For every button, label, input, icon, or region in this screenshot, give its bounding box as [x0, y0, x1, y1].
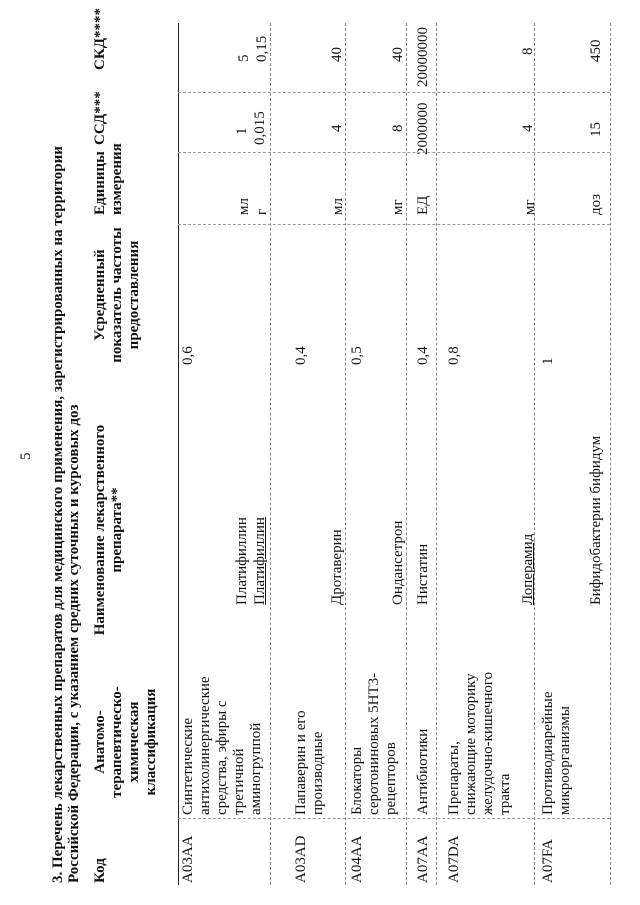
row-code-a07aa: A07AA [415, 835, 431, 883]
row-unit-a07fa: доз [588, 193, 604, 215]
row-class-a07da: Препараты, снижающие моторику желудочно-кишечного тракта [446, 671, 513, 815]
row-drug-a03aa-2: Платифиллин [252, 517, 268, 605]
header-ssd: ССД*** [92, 91, 108, 145]
row-unit-a03aa-2: г [254, 208, 270, 215]
row-skd-a04aa: 40 [390, 47, 406, 62]
row-class-a03aa: Синтетические антихолинергические средства, эфиры с третичной аминогруппой [180, 676, 264, 815]
row-code-a03ad: A03AD [293, 835, 309, 883]
row-class-a04aa: Блокаторы серотониновых 5HT3-рецепторов [349, 672, 399, 815]
section-title-line2: Российской Федерации, с указанием средних суточных и курсовых доз [66, 404, 82, 883]
row-drug-a03ad: Дротаверин [329, 529, 345, 605]
row-unit-a07aa: ЕД [415, 195, 431, 215]
row-ssd-a07aa: 2000000 [415, 102, 431, 155]
row-code-a04aa: A04AA [349, 835, 365, 883]
row-drug-a03aa-1: Платифиллин [234, 517, 250, 605]
header-code: Код [92, 858, 108, 883]
header-skd: СКД**** [92, 7, 108, 70]
header-atc-class: Анатомо-терапевтическо-химическая классификация [92, 686, 159, 798]
row-code-a03aa: A03AA [180, 835, 196, 883]
header-units: Единицы измерения [92, 143, 125, 215]
column-guide [178, 224, 610, 225]
row-drug-a04aa: Ондансетрон [390, 520, 406, 605]
row-drug-a07aa: Нистатин [415, 543, 431, 605]
row-ssd-a07da: 4 [520, 124, 536, 132]
section-title: 3. Перечень лекарственных препаратов для медицинского применения, зарегистрированных на территории [50, 146, 66, 883]
row-freq-a07da: 0,8 [446, 346, 462, 365]
row-ssd-a04aa: 8 [390, 124, 406, 132]
row-skd-a03aa-2: 0,15 [254, 35, 270, 62]
row-unit-a03aa-1: мл [236, 198, 252, 215]
row-freq-a07aa: 0,4 [415, 346, 431, 365]
row-skd-a07fa: 450 [588, 39, 604, 62]
row-code-a07fa: A07FA [540, 839, 556, 883]
row-skd-a03ad: 40 [329, 47, 345, 62]
row-class-a03ad: Папаверин и его производные [293, 710, 326, 815]
row-code-a07da: A07DA [446, 835, 462, 883]
row-freq-a03aa: 0,6 [180, 346, 196, 365]
row-ssd-a03aa-2: 0,015 [252, 111, 268, 145]
row-skd-a07aa: 20000000 [415, 27, 431, 87]
row-ssd-a03aa-1: 1 [234, 127, 250, 135]
row-divider [610, 23, 611, 885]
row-skd-a07da: 8 [520, 47, 536, 55]
row-drug-a07fa: Бифидобактерии бифидум [588, 435, 604, 605]
column-guide [178, 152, 610, 153]
row-ssd-a07fa: 15 [588, 122, 604, 137]
row-drug-a07da: Лоперамид [520, 533, 536, 605]
column-guide [178, 818, 610, 819]
row-unit-a03ad: мл [330, 198, 346, 215]
row-skd-a03aa-1: 5 [236, 54, 252, 62]
header-drug-name: Наименование лекарственного препарата** [92, 424, 125, 636]
row-ssd-a03ad: 4 [329, 124, 345, 132]
page-number: 5 [18, 452, 34, 460]
row-freq-a07fa: 1 [540, 357, 556, 365]
header-frequency: Усредненный показатель частоты предоставления [92, 227, 142, 363]
row-unit-a07da: мг [522, 199, 538, 215]
row-freq-a04aa: 0,5 [349, 346, 365, 365]
row-freq-a03ad: 0,4 [293, 346, 309, 365]
row-class-a07fa: Противодиарейные микроорганизмы [540, 691, 573, 815]
row-unit-a04aa: мг [390, 199, 406, 215]
column-guide [178, 92, 610, 93]
row-class-a07aa: Антибиотики [415, 728, 431, 815]
